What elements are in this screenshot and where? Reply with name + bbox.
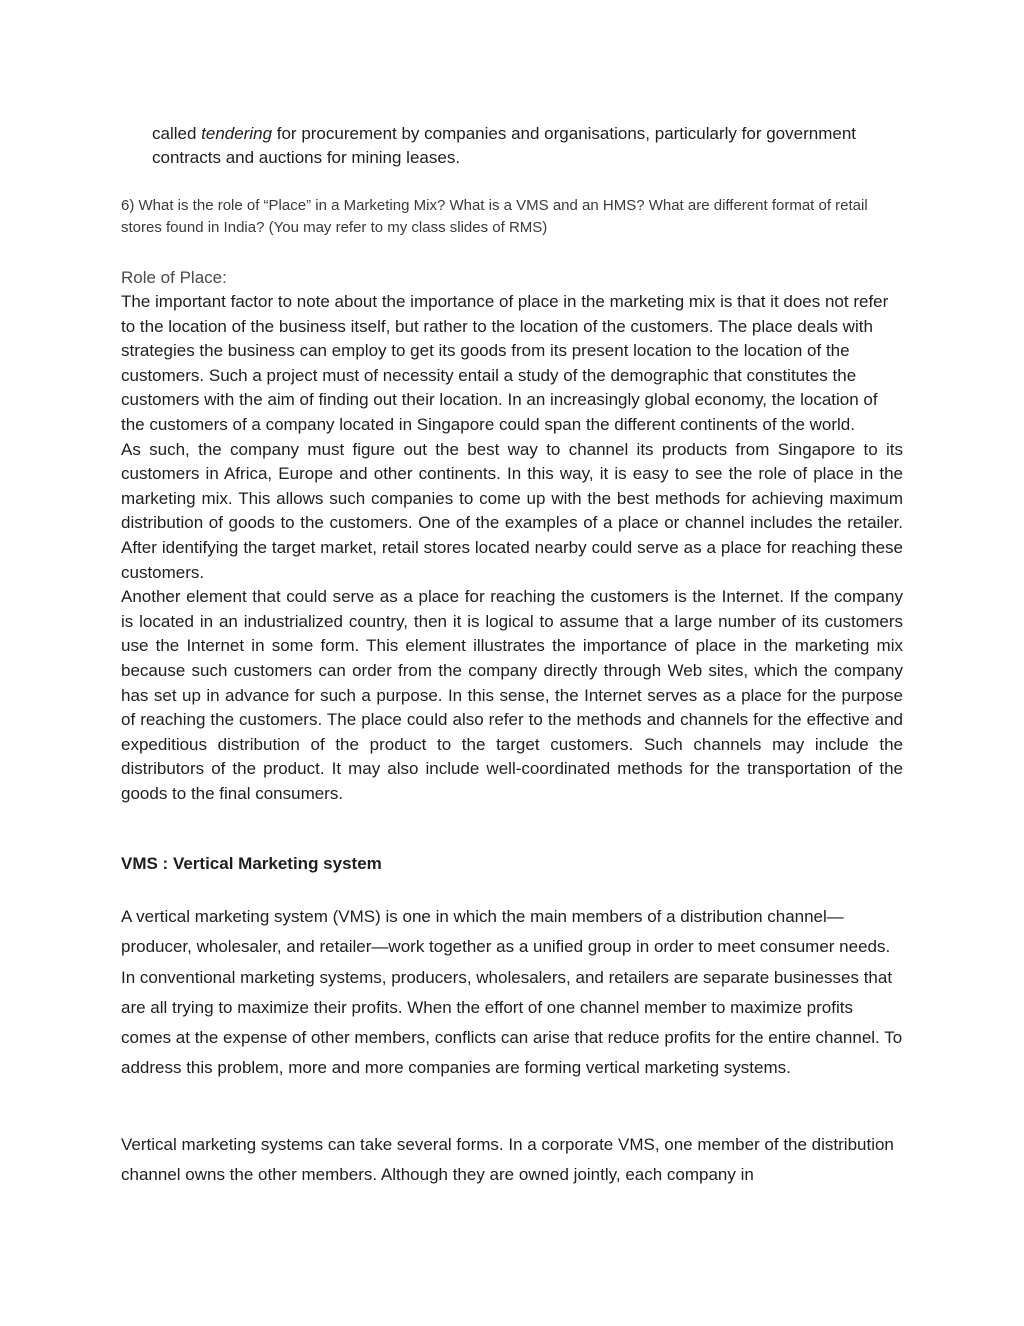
continuation-text-after: for procurement by companies and organisations, particularly for government contracts and auctions for mining leases. [152,124,856,167]
role-of-place-body [121,290,903,806]
vms-heading: VMS : Vertical Marketing system [121,854,382,873]
vms-paragraph-1: A vertical marketing system (VMS) is one in which the main members of a distribution channel—producer, wholesaler, and retailer—work together as a unified group in order to meet consumer needs. In conventional marketing systems, producers, wholesalers, and retailers are separate businesses that are all trying to maximize their profits. When the effort of one channel member to maximize profits comes at the expense of other members, conflicts can arise that reduce profits for the entire channel. To address this problem, more and more companies are forming vertical marketing systems. [121,907,903,1078]
vms-paragraph-2: Vertical marketing systems can take several forms. In a corporate VMS, one member of the distribution channel owns the other members. Although they are owned jointly, each company in [121,1135,894,1185]
role-of-place-heading: Role of Place: [121,268,227,287]
role-paragraph-1: The important factor to note about the importance of place in the marketing mix is that it does not refer to the location of the business itself, but rather to the location of the customers. The place deals with strategies the business can employ to get its goods from its present location to the location of the customers. Such a project must of necessity entail a study of the demographic that constitutes the customers with the aim of finding out their location. In an increasingly global economy, the location of the customers of a company located in Singapore could span the different continents of the world. [121,292,889,434]
tendering-term: tendering [201,124,273,143]
question-6: 6) What is the role of “Place” in a Marketing Mix? What is a VMS and an HMS? What are different format of retail stores found in India? (You may refer to my class slides of RMS) [121,197,868,236]
role-paragraph-2: As such, the company must figure out the best way to channel its products from Singapore to its customers in Africa, Europe and other continents. In this way, it is easy to see the role of place in the marketing mix. This allows such companies to come up with the best methods for achieving maximum distribution of goods to the customers. One of the examples of a place or channel includes the retailer. After identifying the target market, retail stores located nearby could serve as a place for reaching these customers. [121,439,903,582]
continuation-text-before: called [152,124,202,143]
tendering-continuation [152,122,872,170]
role-paragraph-3: Another element that could serve as a place for reaching the customers is the Internet. If the company is located in an industrialized country, then it is logical to assume that a large number of its customers use the Internet in some form. This element illustrates the importance of place in the marketing mix because such customers can order from the company directly through Web sites, which the company has set up in advance for such a purpose. In this sense, the Internet serves as a place for the purpose of reaching the customers. The place could also refer to the methods and channels for the effective and expeditious distribution of the product to the target customers. Such channels may include the distributors of the product. It may also include well-coordinated methods for the transportation of the goods to the final consumers. [121,587,903,803]
